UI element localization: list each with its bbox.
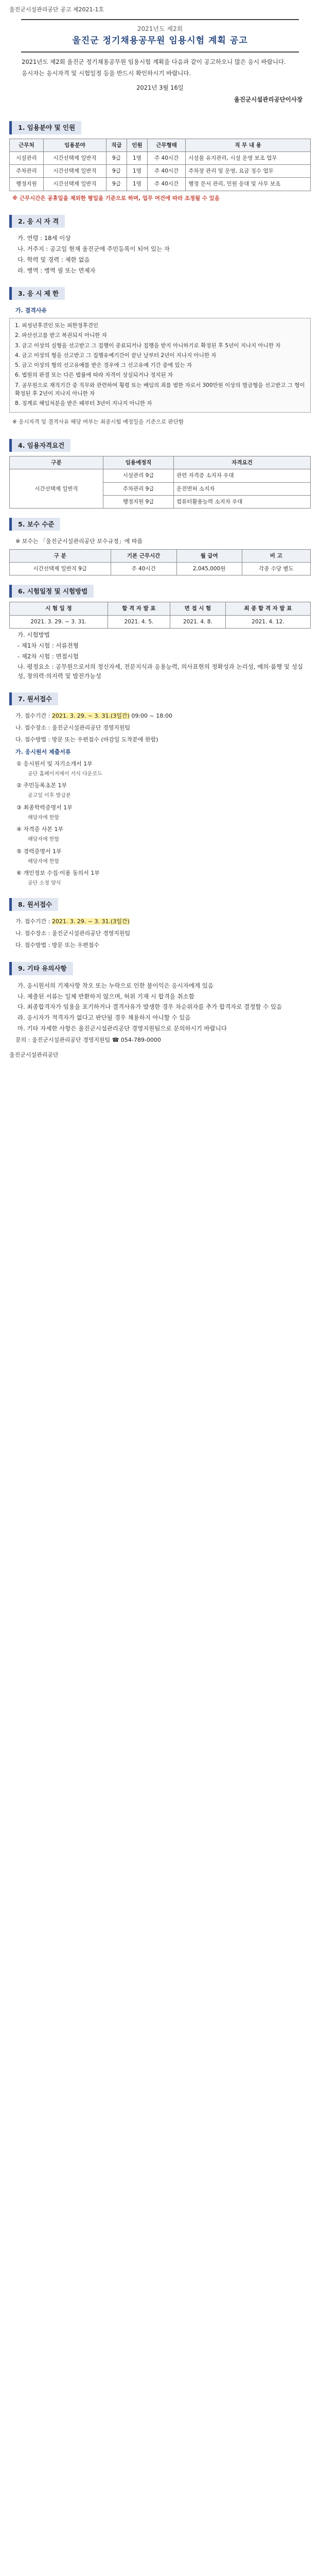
- list-item: 1. 피성년후견인 또는 피한정후견인: [15, 322, 99, 329]
- list-item: - 제2차 시험 : 면접시험: [17, 652, 79, 660]
- table-row: [10, 178, 311, 191]
- table-row: [10, 615, 311, 628]
- list-item: 3. 금고 이상의 실형을 선고받고 그 집행이 종료되거나 집행을 받지 아니하기로 확정된 후 5년이 지나지 아니한 자: [15, 342, 281, 349]
- table-cell: 주 40시간: [147, 178, 185, 191]
- list-item: [16, 869, 308, 877]
- qualification-list: [17, 234, 306, 275]
- table-header: 시 험 일 정: [10, 602, 108, 615]
- reception2-method: [15, 941, 308, 950]
- list-item: 나. 평정요소 : 공무원으로서의 정신자세, 전문지식과 응용능력, 의사표현의 정확성과 논리성, 예의·품행 및 성실성, 창의력·의지력 및 발전가능성: [17, 663, 303, 680]
- reception-method-value: 방문 또는 우편접수 (마감일 도착분에 한함): [51, 736, 158, 743]
- restriction-note: ※ 응시자격 및 결격사유 해당 여부는 최종시험 예정일을 기준으로 판단함: [12, 419, 184, 426]
- doc-num: ④: [16, 826, 22, 833]
- list-item: 라. 병역 : 병역 필 또는 면제자: [17, 266, 96, 274]
- organization: 울진군시설관리공단이사장: [234, 96, 303, 104]
- table-cell: 시설물 유지관리, 시설 운영 보조 업무: [186, 151, 311, 164]
- list-item: [16, 825, 308, 834]
- table-header: 구분: [10, 456, 103, 469]
- section-title-4: 4. 임용자격요건: [9, 439, 70, 452]
- doc-num: ①: [16, 760, 22, 767]
- table-row: [10, 562, 311, 575]
- table-header: 구 분: [10, 549, 111, 562]
- list-item: - 제1차 시험 : 서류전형: [17, 641, 79, 649]
- reception-period: [15, 711, 308, 720]
- section-title-5: 5. 보수 수준: [9, 518, 60, 531]
- reception-time: 09:00 ~ 18:00: [131, 713, 172, 720]
- table-header: 근무처: [10, 139, 44, 151]
- requirements-table: [9, 456, 311, 509]
- list-item: 다. 학력 및 경력 : 제한 없음: [17, 256, 90, 263]
- reception-place-label: 나. 접수장소 :: [15, 930, 50, 937]
- table-cell: 행정 문서 관리, 민원 응대 및 사무 보조: [186, 178, 311, 191]
- reception-period-label: 가. 접수기간 :: [15, 713, 50, 720]
- contact: 문의 : 울진군시설관리공단 경영지원팀 ☎ 054-789-0000: [15, 1036, 161, 1043]
- table-cell: 2021. 4. 5.: [108, 615, 170, 628]
- table-cell: 주차관리: [10, 165, 44, 178]
- doc-num: ⑤: [16, 848, 22, 855]
- reception2-place-value: 울진군시설관리공단 경영지원팀: [51, 930, 131, 937]
- table-cell: 운전면허 소지자: [174, 482, 311, 495]
- table-cell: 시설관리: [10, 151, 44, 164]
- restriction-title: 가. 결격사유: [15, 307, 47, 314]
- pay-table: [9, 549, 311, 576]
- table-header: 근무형태: [147, 139, 185, 151]
- reception-place-label: 나. 접수장소 :: [15, 724, 50, 732]
- list-item: 6. 법원의 판결 또는 다른 법률에 따라 자격이 상실되거나 정지된 자: [15, 372, 173, 379]
- table-cell: 9급: [106, 165, 127, 178]
- list-item: 5. 금고 이상의 형의 선고유예를 받은 경우에 그 선고유예 기간 중에 있는 자: [15, 362, 192, 369]
- doc-num: ②: [16, 782, 22, 789]
- section-title-6: 6. 시험일정 및 시험방법: [9, 585, 94, 598]
- reception-method: [15, 735, 308, 744]
- doc-text: 주민등록초본 1부: [23, 782, 67, 789]
- list-item: 4. 금고 이상의 형을 선고받고 그 집행유예기간이 끝난 날부터 2년이 지나지 아니한 자: [15, 352, 217, 359]
- table-cell: 주 40시간: [111, 562, 176, 575]
- list-item: 2. 파산선고를 받고 복권되지 아니한 자: [15, 332, 107, 339]
- doc-sub: 해당자에 한함: [28, 858, 60, 865]
- table-cell: 2,045,000원: [176, 562, 242, 575]
- table-row: [10, 165, 311, 178]
- table-cell: 시간선택제 일반직: [43, 165, 106, 178]
- page-title: 울진군 정기채용공무원 임용시험 계획 공고: [72, 35, 248, 46]
- table-cell: 9급: [106, 178, 127, 191]
- table-cell: 1명: [127, 151, 147, 164]
- table-cell: 시간선택제 일반직: [43, 178, 106, 191]
- table-row: [10, 469, 311, 482]
- table-cell: 1명: [127, 178, 147, 191]
- doc-num: ⑥: [16, 870, 22, 877]
- table-cell: 주차장 관리 및 운영, 요금 징수 업무: [186, 165, 311, 178]
- list-item: [16, 847, 308, 856]
- doc-sub: 해당자에 한함: [28, 837, 60, 843]
- footer: 울진군시설관리공단: [9, 1051, 59, 1058]
- table-cell: 행정지원 9급: [103, 495, 174, 508]
- exam-method-list: [17, 631, 306, 681]
- list-item: 라. 응시자가 적격자가 없다고 판단될 경우 채용하지 아니할 수 있음: [17, 1014, 191, 1022]
- doc-sub: 해당자에 한함: [28, 815, 60, 821]
- section-title-9: 9. 기타 유의사항: [9, 962, 73, 975]
- reception2-period-value: 2021. 3. 29. ~ 3. 31.(3일간): [51, 918, 130, 925]
- table-cell: 주 40시간: [147, 165, 185, 178]
- docs-title: 가. 응시원서 제출서류: [15, 748, 71, 755]
- doc-text: 자격증 사본 1부: [23, 826, 64, 833]
- table-header: 임용예정직: [103, 456, 174, 469]
- list-item: 마. 기타 자세한 사항은 울진군시설관리공단 경영지원팀으로 문의하시기 바랍니다: [17, 1024, 227, 1032]
- doc-num: ③: [16, 804, 22, 811]
- doc-text: 최종학력증명서 1부: [23, 804, 73, 811]
- doc-text: 경력증명서 1부: [23, 848, 62, 855]
- reception-period-value: 2021. 3. 29. ~ 3. 31.(3일간): [51, 713, 130, 720]
- table-cell: 시설관리 9급: [103, 469, 174, 482]
- reception-place: [15, 723, 308, 732]
- list-item: 7. 공무원으로 재직기간 중 직무와 관련하여 횡령 또는 배임의 죄를 범한 자로서 300만원 이상의 벌금형을 선고받고 그 형이 확정된 후 2년이 지나지 아니한 자: [15, 382, 305, 397]
- table-cell: 각종 수당 별도: [242, 562, 310, 575]
- reception-place-value: 울진군시설관리공단 경영지원팀: [51, 724, 131, 732]
- table-cell: 주차관리 9급: [103, 482, 174, 495]
- doc-text: 개인정보 수집·이용 동의서 1부: [23, 870, 100, 877]
- header-note: 울진군시설관리공단 공고 제2021-1호: [9, 6, 104, 13]
- doc-sub: 공단 홈페이지에서 서식 다운로드: [28, 771, 102, 777]
- table-cell: 시간선택제 일반직 9급: [10, 562, 111, 575]
- list-item: 나. 제출된 서류는 일체 반환하지 않으며, 허위 기재 시 합격을 취소함: [17, 992, 194, 1000]
- list-item: 나. 거주지 : 공고일 현재 울진군에 주민등록이 되어 있는 자: [17, 245, 170, 253]
- table-header: 직급: [106, 139, 127, 151]
- title-box: [21, 19, 298, 53]
- table-cell: 9급: [106, 151, 127, 164]
- reception-period-label: 가. 접수기간 :: [15, 918, 50, 925]
- pay-note: ※ 보수는 「울진군시설관리공단 보수규정」에 따름: [15, 538, 143, 545]
- table-header: 임용분야: [43, 139, 106, 151]
- reception2-method-value: 방문 또는 우편접수: [51, 942, 99, 949]
- restriction-box: [9, 318, 311, 413]
- doc-sub: 공고일 이후 발급분: [28, 793, 71, 799]
- intro-line: 2021년도 제2회 울진군 정기채용공무원 임용시험 계획을 다음과 같이 공고하오니 많은 응시 바랍니다.: [22, 58, 286, 65]
- table-header: 월 급여: [176, 549, 242, 562]
- table-cell: 2021. 4. 8.: [170, 615, 226, 628]
- table-cell: 2021. 3. 29. ~ 3. 31.: [10, 615, 108, 628]
- table-cell: 2021. 4. 12.: [225, 615, 310, 628]
- table-cell: 관련 자격증 소지자 우대: [174, 469, 311, 482]
- doc-sub: 공단 소정 양식: [28, 880, 61, 887]
- title-sub: 2021년도 제2회: [137, 25, 183, 33]
- table-header: 인원: [127, 139, 147, 151]
- list-item: 가. 시험방법: [17, 631, 50, 638]
- table-header: 자격요건: [174, 456, 311, 469]
- table-header: 최 종 합 격 자 발 표: [225, 602, 310, 615]
- list-item: [16, 803, 308, 812]
- announce-date: 2021년 3월 16일: [136, 83, 184, 91]
- documents-list: [9, 759, 311, 888]
- reception-method-label: 다. 접수방법 :: [15, 942, 50, 949]
- reception-method-label: 다. 접수방법 :: [15, 736, 50, 743]
- positions-table: [9, 139, 311, 191]
- notes-list: [17, 981, 306, 1033]
- list-item: 8. 징계로 해임처분을 받은 때부터 3년이 지나지 아니한 자: [15, 400, 152, 407]
- section-title-1: 1. 임용분야 및 인원: [9, 121, 81, 134]
- table-row: [10, 151, 311, 164]
- section-title-2: 2. 응 시 자 격: [9, 215, 65, 228]
- table-header: 합 격 자 발 표: [108, 602, 170, 615]
- list-item: 가. 연령 : 18세 이상: [17, 234, 71, 242]
- list-item: [16, 759, 308, 768]
- table-cell: 시간선택제 일반직: [10, 469, 103, 509]
- table-header: 기본 근무시간: [111, 549, 176, 562]
- reception2-place: [15, 929, 308, 938]
- table-cell: 시간선택제 일반직: [43, 151, 106, 164]
- section-title-8: 8. 원서접수: [9, 898, 58, 911]
- table-cell: 행정지원: [10, 178, 44, 191]
- table-cell: 주 40시간: [147, 151, 185, 164]
- schedule-table: [9, 602, 311, 629]
- table-header: 비 고: [242, 549, 310, 562]
- table-note: ※ 근무시간은 공휴일을 제외한 평일을 기준으로 하며, 업무 여건에 따라 조정될 수 있음: [12, 195, 220, 201]
- table-header: 면 접 시 험: [170, 602, 226, 615]
- list-item: 가. 응시원서의 기재사항 착오 또는 누락으로 인한 불이익은 응시자에게 있음: [17, 981, 214, 989]
- list-item: 다. 최종합격자가 임용을 포기하거나 결격사유가 발생한 경우 차순위자를 추가 합격자로 결정할 수 있음: [17, 1003, 282, 1011]
- table-cell: 1명: [127, 165, 147, 178]
- reception2-period: [15, 917, 308, 926]
- intro: [17, 58, 303, 78]
- table-header: 직 무 내 용: [186, 139, 311, 151]
- doc-text: 응시원서 및 자기소개서 1부: [23, 760, 93, 767]
- section-title-7: 7. 원서접수: [9, 692, 58, 705]
- intro-line: 응시자는 응시자격 및 시험일정 등을 반드시 확인하시기 바랍니다.: [22, 69, 191, 77]
- table-cell: 컴퓨터활용능력 소지자 우대: [174, 495, 311, 508]
- list-item: [16, 781, 308, 790]
- section-title-3: 3. 응 시 제 한: [9, 287, 65, 300]
